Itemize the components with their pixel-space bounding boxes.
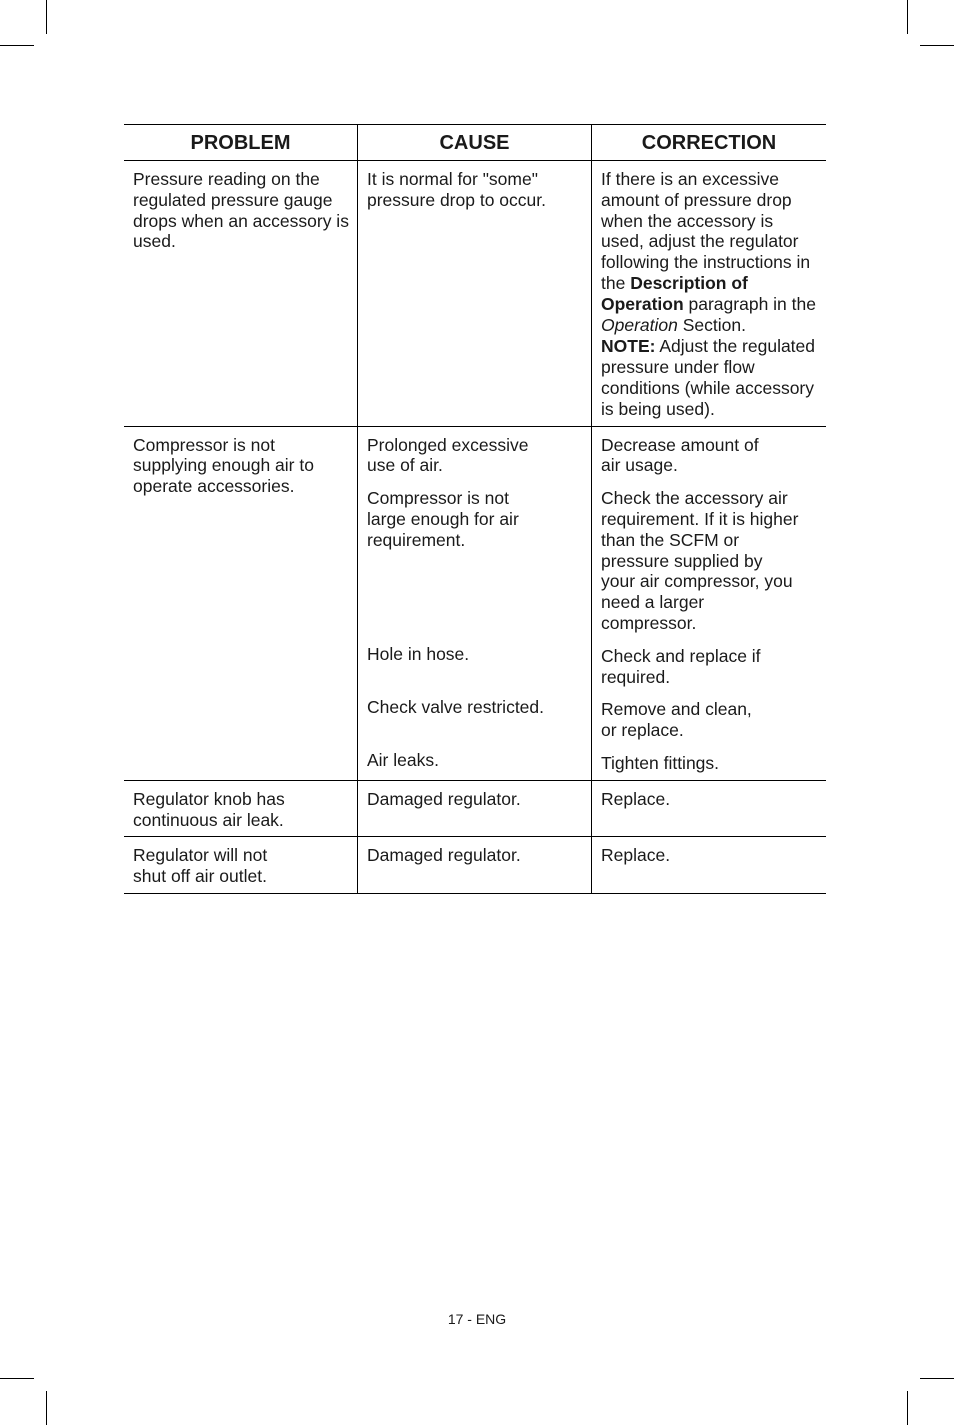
cause-item: Air leaks. xyxy=(367,750,439,771)
problem-cell: Regulator knob has continuous air leak. xyxy=(133,788,285,830)
cause-correction-group xyxy=(357,427,826,780)
crop-mark xyxy=(920,45,954,46)
correction-cell xyxy=(591,427,827,780)
table-row xyxy=(124,781,826,838)
cause-cell: Damaged regulator. xyxy=(357,781,591,837)
problem-cell: Compressor is not supplying enough air to operate accessories. xyxy=(133,434,314,497)
cause-item: Prolonged excessive use of air. xyxy=(367,434,529,476)
troubleshooting-table xyxy=(124,124,826,894)
table-header xyxy=(124,125,826,161)
correction-cell: Replace. xyxy=(591,781,826,837)
cause-cell: It is normal for "some" pressure drop to occur. xyxy=(357,161,591,426)
crop-mark xyxy=(907,1391,908,1425)
cause-cell: Damaged regulator. xyxy=(357,837,591,893)
cause-correction-pair xyxy=(358,427,826,780)
correction-text: If there is an excessive amount of pressure drop when the accessory is used, adjust the regulator following the instructions in the xyxy=(601,169,811,293)
crop-mark xyxy=(46,0,47,34)
correction-item: Tighten fittings. xyxy=(601,752,720,773)
table-row xyxy=(124,161,826,427)
cause-item: Compressor is not large enough for air requirement. xyxy=(367,488,519,550)
problem-cell: Pressure reading on the regulated pressure gauge drops when an accessory is used. xyxy=(133,169,349,252)
correction-item: Decrease amount of air usage. xyxy=(601,434,759,476)
page-number: 17 - ENG xyxy=(447,1311,507,1327)
header-correction: CORRECTION xyxy=(591,125,826,160)
note-label: NOTE: xyxy=(601,336,656,357)
table-row xyxy=(124,427,826,781)
header-problem: PROBLEM xyxy=(190,132,291,154)
cause-item: Hole in hose. xyxy=(367,644,470,665)
crop-mark xyxy=(920,1378,954,1379)
correction-paragraph xyxy=(601,169,818,335)
problem-cell: Regulator will not shut off air outlet. xyxy=(133,845,268,887)
correction-text: paragraph in the xyxy=(683,293,816,314)
note-text: Adjust the regulated pressure under flow conditions (while accessory is being used). xyxy=(601,336,816,419)
crop-mark xyxy=(907,0,908,34)
crop-mark xyxy=(0,45,34,46)
table-row xyxy=(124,837,826,894)
correction-italic-text: Operation xyxy=(601,314,678,335)
correction-cell: Replace. xyxy=(591,837,826,893)
correction-cell xyxy=(591,161,826,426)
correction-item: Check and replace if required. xyxy=(601,645,761,687)
crop-mark xyxy=(46,1391,47,1425)
correction-bold-text: Description of Operation xyxy=(601,272,748,314)
header-cause: CAUSE xyxy=(357,125,591,160)
cause-item: Check valve restricted. xyxy=(367,697,545,718)
correction-text: Section. xyxy=(677,314,746,335)
correction-item: Check the accessory air requirement. If it is higher than the SCFM or pressure supplied by your air compressor, you need a larger compressor. xyxy=(601,488,799,633)
correction-note xyxy=(601,336,818,419)
crop-mark xyxy=(0,1378,34,1379)
correction-item: Remove and clean, or replace. xyxy=(601,699,752,741)
cause-cell xyxy=(358,427,591,780)
